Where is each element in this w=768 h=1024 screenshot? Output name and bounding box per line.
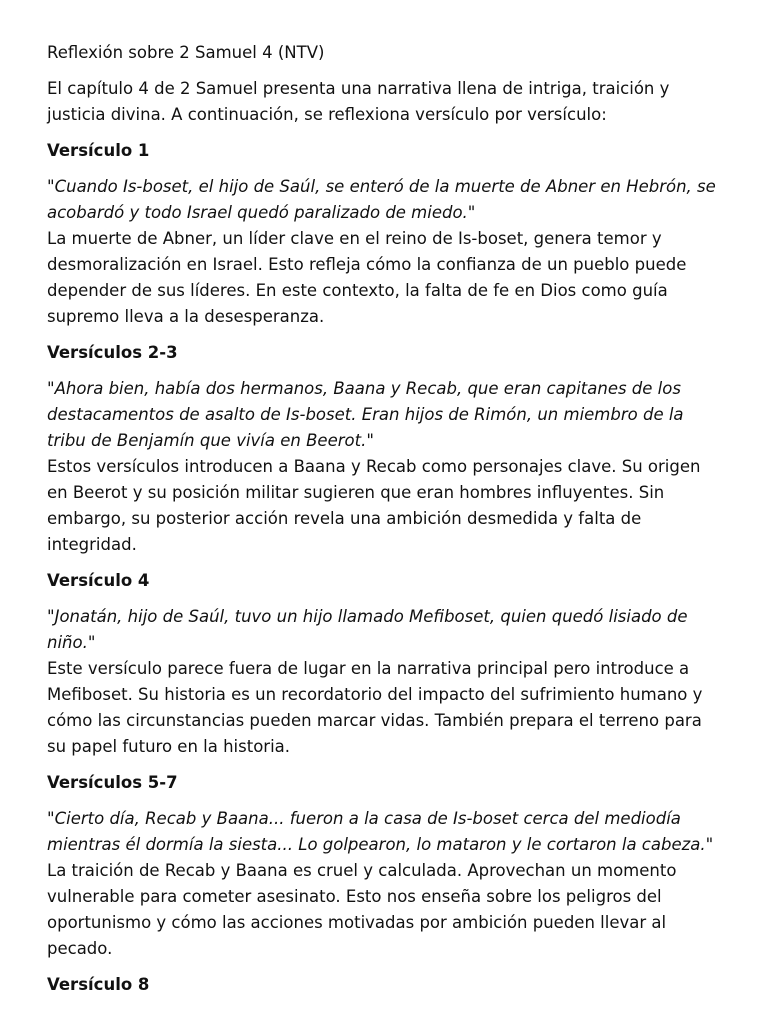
verse-reflection: Estos versículos introducen a Baana y Recab como personajes clave. Su origen en Beerot y su posición militar sugieren que eran hombres influyentes. Sin embargo, su posterior acción revela una ambición desmedida y falta de integridad. [47,457,701,554]
section-heading: Versículo 8 [47,975,150,994]
section-heading: Versículo 4 [47,571,150,590]
intro-paragraph: El capítulo 4 de 2 Samuel presenta una narrativa llena de intriga, traición y justicia divina. A continuación, se reflexiona versículo por versículo: [47,79,670,124]
section-heading: Versículos 2-3 [47,343,178,362]
section-heading: Versículos 5-7 [47,773,178,792]
verse-reflection: Este versículo parece fuera de lugar en la narrativa principal pero introduce a Mefiboset. Su historia es un recordatorio del impacto del sufrimiento humano y cómo las circunstancias pueden marcar vidas. También prepara el terreno para su papel futuro en la historia. [47,659,703,756]
verse-quote: "Jonatán, hijo de Saúl, tuvo un hijo llamado Mefiboset, quien quedó lisiado de niño." [47,607,688,652]
document-title: Reflexión sobre 2 Samuel 4 (NTV) [47,43,325,62]
verse-quote: "Cierto día, Recab y Baana... fueron a la casa de Is-boset cerca del mediodía mientras él dormía la siesta... Lo golpearon, lo mataron y le cortaron la cabeza." [47,809,714,854]
verse-quote: "Cuando Is-boset, el hijo de Saúl, se enteró de la muerte de Abner en Hebrón, se acobardó y todo Israel quedó paralizado de miedo." [47,177,716,222]
verse-quote: "Ahora bien, había dos hermanos, Baana y Recab, que eran capitanes de los destacamentos de asalto de Is-boset. Eran hijos de Rimón, un miembro de la tribu de Benjamín que vivía en Beerot." [47,379,684,450]
section-body [47,604,721,760]
verse-reflection: La traición de Recab y Baana es cruel y calculada. Aprovechan un momento vulnerable para cometer asesinato. Esto nos enseña sobre los peligros del oportunismo y cómo las acciones motivadas por ambición pueden llevar al pecado. [47,861,677,958]
section-heading: Versículo 1 [47,141,150,160]
section-body [47,174,721,330]
section-body [47,806,721,962]
section-body [47,376,721,558]
verse-reflection: La muerte de Abner, un líder clave en el reino de Is-boset, genera temor y desmoralización en Israel. Esto refleja cómo la confianza de un pueblo puede depender de sus líderes. En este contexto, la falta de fe en Dios como guía supremo lleva a la desesperanza. [47,229,687,326]
